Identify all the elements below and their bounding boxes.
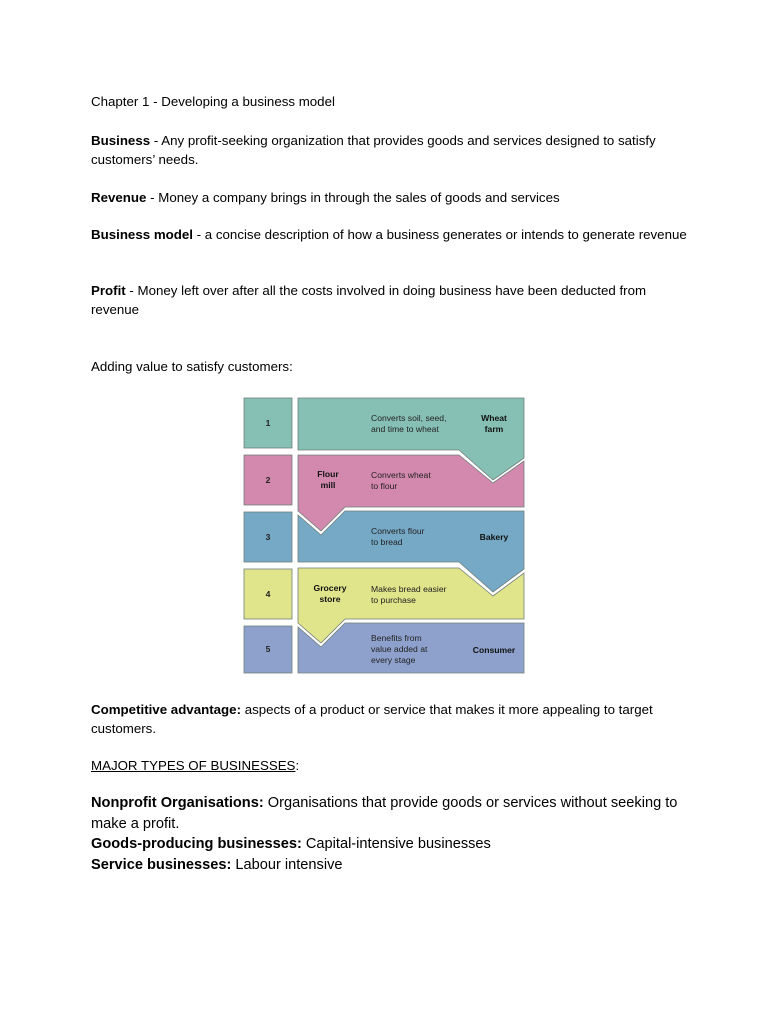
stage-description: to purchase xyxy=(371,595,416,605)
business-type-service xyxy=(91,855,691,876)
stage-description: to bread xyxy=(371,537,403,547)
row-number: 3 xyxy=(265,532,271,542)
major-types-heading-text: MAJOR TYPES OF BUSINESSES xyxy=(91,758,296,773)
definition-term: Business xyxy=(91,133,151,148)
stage-actor: Consumer xyxy=(472,645,516,655)
value-chain-diagram xyxy=(243,397,525,674)
definition-term: Business model xyxy=(91,227,193,242)
business-type-text: Organisations that provide goods or services without seeking to make a profit. xyxy=(91,795,678,832)
definition-term: Revenue xyxy=(91,190,147,205)
stage-actor: mill xyxy=(320,480,336,490)
stage-description: to flour xyxy=(371,481,398,491)
business-type-term: Goods-producing businesses: xyxy=(91,836,302,852)
stage-actor: store xyxy=(319,594,341,604)
major-types-heading xyxy=(91,756,691,775)
stage-description: Benefits from xyxy=(371,633,422,643)
stage-description: value added at xyxy=(371,644,428,654)
chapter-heading: Chapter 1 - Developing a business model xyxy=(91,94,335,109)
stage-description: Converts soil, seed, xyxy=(371,413,447,423)
stage-actor: Wheat xyxy=(481,413,507,423)
definition-term: Profit xyxy=(91,283,126,298)
definition-text: - Money a company brings in through the sales of goods and services xyxy=(146,190,560,205)
definition-business-model xyxy=(91,225,691,244)
row-number: 2 xyxy=(265,475,271,485)
stage-actor: Bakery xyxy=(479,532,509,542)
business-type-term: Nonprofit Organisations: xyxy=(91,795,264,811)
stage-description: Converts wheat xyxy=(371,470,431,480)
definition-text: - Money left over after all the costs involved in doing business have been deducted from revenue xyxy=(91,283,647,317)
definition-profit xyxy=(91,281,691,319)
stage-description: Makes bread easier xyxy=(371,584,447,594)
definition-term: Competitive advantage: xyxy=(91,702,241,717)
definition-revenue xyxy=(91,188,691,207)
row-number: 1 xyxy=(265,418,271,428)
definition-business xyxy=(91,131,691,169)
definition-text: - a concise description of how a business generates or intends to generate revenue xyxy=(192,227,687,242)
adding-value-heading: Adding value to satisfy customers: xyxy=(91,359,293,374)
row-number: 4 xyxy=(265,589,271,599)
stage-description: Converts flour xyxy=(371,526,425,536)
business-type-term: Service businesses: xyxy=(91,857,232,873)
stage-actor: farm xyxy=(484,424,504,434)
stage-description: and time to wheat xyxy=(371,424,439,434)
stage-actor: Flour xyxy=(317,469,339,479)
business-type-text: Labour intensive xyxy=(231,857,343,873)
stage-actor: Grocery xyxy=(313,583,347,593)
definition-text: aspects of a product or service that makes it more appealing to target customers. xyxy=(91,702,653,736)
competitive-advantage xyxy=(91,700,691,738)
major-types-heading-colon: : xyxy=(295,758,300,773)
stage-description: every stage xyxy=(371,655,416,665)
business-type-goods xyxy=(91,834,691,855)
definition-text: - Any profit-seeking organization that provides goods and services designed to satisfy customers’ needs. xyxy=(91,133,656,167)
business-type-text: Capital-intensive businesses xyxy=(301,836,491,852)
row-number: 5 xyxy=(265,644,271,654)
business-type-nonprofit xyxy=(91,793,691,834)
